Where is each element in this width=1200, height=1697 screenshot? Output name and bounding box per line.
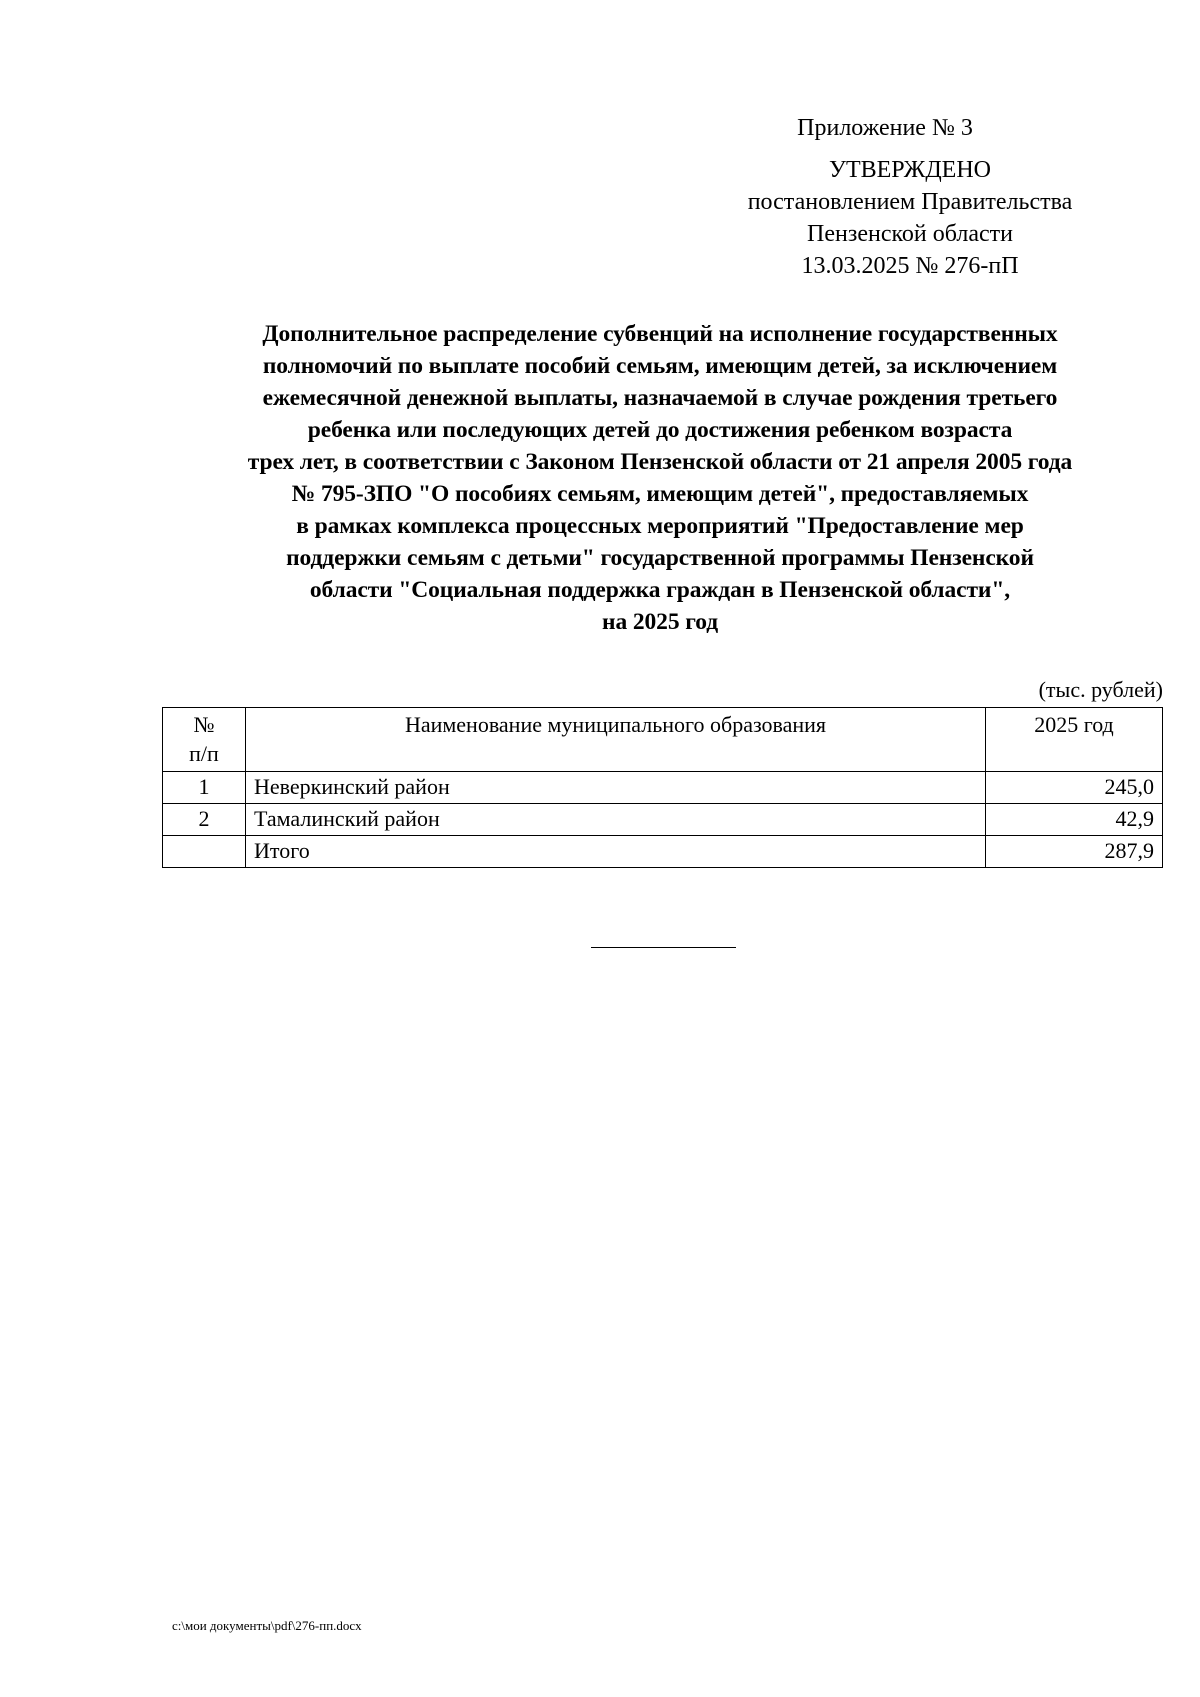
header-year: 2025 год: [986, 708, 1163, 772]
units-note: (тыс. рублей): [1038, 677, 1163, 702]
file-path-footer: c:\мои документы\pdf\276-пп.docx: [172, 1618, 362, 1633]
title-line: Дополнительное распределение субвенций на исполнение государственных: [262, 321, 1058, 347]
row-municipality: Неверкинский район: [246, 772, 986, 804]
row-total-value: 287,9: [986, 836, 1163, 868]
approval-region-line: Пензенской области: [807, 221, 1013, 247]
row-value: 245,0: [986, 772, 1163, 804]
table-header-row: [163, 708, 1163, 772]
title-line: в рамках комплекса процессных мероприятий "Предоставление мер: [296, 513, 1024, 539]
document-title: [160, 318, 1160, 638]
title-line: поддержки семьям с детьми" государственной программы Пензенской: [286, 545, 1034, 571]
title-line: № 795-ЗПО "О пособиях семьям, имеющим детей", предоставляемых: [291, 481, 1029, 507]
title-line: ребенка или последующих детей до достижения ребенком возраста: [307, 417, 1013, 443]
title-line: полномочий по выплате пособий семьям, имеющим детей, за исключением: [262, 353, 1058, 379]
header-number: [163, 708, 246, 772]
approval-block: [700, 112, 1120, 282]
row-total-label: Итого: [246, 836, 986, 868]
header-number-abbr: п/п: [189, 741, 219, 766]
row-number: [163, 836, 246, 868]
row-number: 2: [163, 804, 246, 836]
end-divider: [591, 947, 736, 948]
appendix-label: Приложение № 3: [797, 115, 973, 141]
table-total-row: [163, 836, 1163, 868]
title-line: ежемесячной денежной выплаты, назначаемой в случае рождения третьего: [262, 385, 1058, 411]
distribution-table: [162, 707, 1163, 868]
title-line: трех лет, в соответствии с Законом Пензенской области от 21 апреля 2005 года: [247, 449, 1073, 475]
approval-stamp-line: УТВЕРЖДЕНО: [828, 157, 992, 183]
row-value: 42,9: [986, 804, 1163, 836]
table-row: [163, 772, 1163, 804]
title-line: на 2025 год: [602, 609, 718, 635]
approval-by-line: постановлением Правительства: [747, 189, 1073, 215]
table-row: [163, 804, 1163, 836]
row-municipality: Тамалинский район: [246, 804, 986, 836]
header-municipality: Наименование муниципального образования: [246, 708, 986, 772]
title-line: области "Социальная поддержка граждан в Пензенской области",: [309, 577, 1011, 603]
row-number: 1: [163, 772, 246, 804]
approval-date-number: 13.03.2025 № 276-пП: [801, 253, 1019, 279]
header-number-sign: №: [193, 712, 215, 737]
